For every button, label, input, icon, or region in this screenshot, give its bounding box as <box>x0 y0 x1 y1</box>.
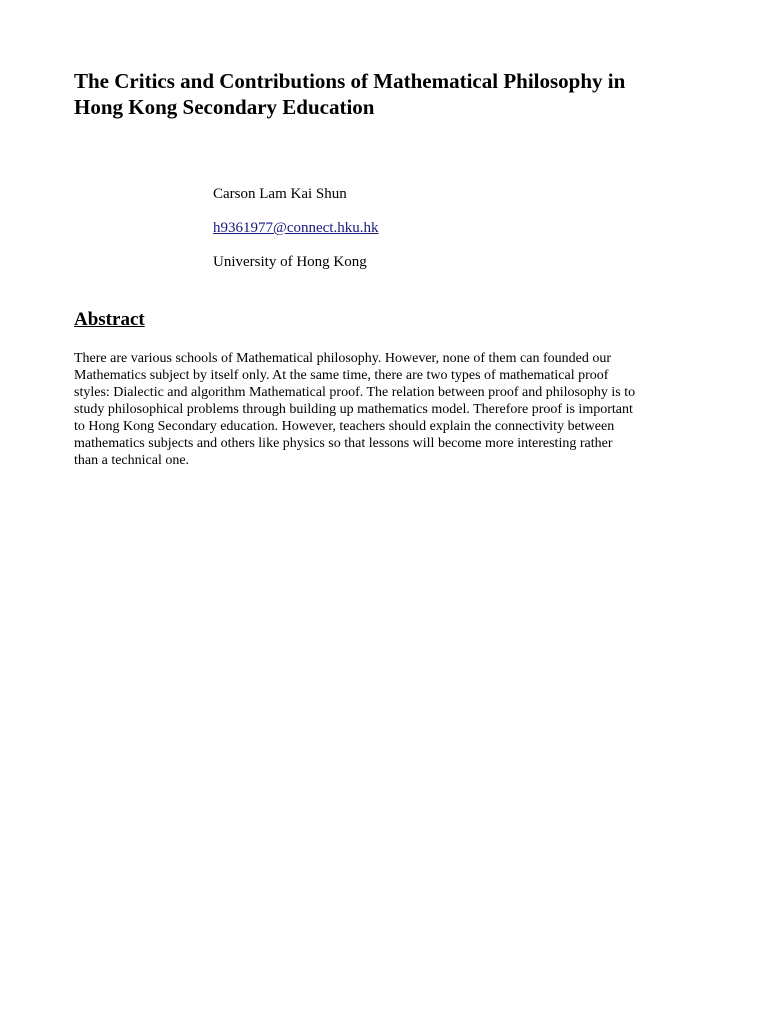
abstract-line: There are various schools of Mathematical philosophy. However, none of them can founded our <box>74 351 611 366</box>
abstract-line: styles: Dialectic and algorithm Mathematical proof. The relation between proof and philosophy is to <box>74 385 636 400</box>
abstract-line: than a technical one. <box>74 453 190 468</box>
paper-title-line-1: The Critics and Contributions of Mathematical Philosophy in <box>74 69 626 93</box>
paper-title <box>74 68 714 120</box>
abstract-line: study philosophical problems through building up mathematics model. Therefore proof is important <box>74 402 633 417</box>
abstract-heading: Abstract <box>74 309 145 330</box>
paper-title-line-2: Hong Kong Secondary Education <box>74 95 375 119</box>
abstract-line: mathematics subjects and others like physics so that lessons will become more interesting rather <box>74 436 613 451</box>
author-name: Carson Lam Kai Shun <box>213 186 347 202</box>
abstract-line: to Hong Kong Secondary education. However, teachers should explain the connectivity between <box>74 419 615 434</box>
author-affiliation: University of Hong Kong <box>213 254 367 270</box>
abstract-line: Mathematics subject by itself only. At the same time, there are two types of mathematical proof <box>74 368 609 383</box>
abstract-body <box>74 350 698 469</box>
author-email-link[interactable]: h9361977@connect.hku.hk <box>213 220 379 236</box>
